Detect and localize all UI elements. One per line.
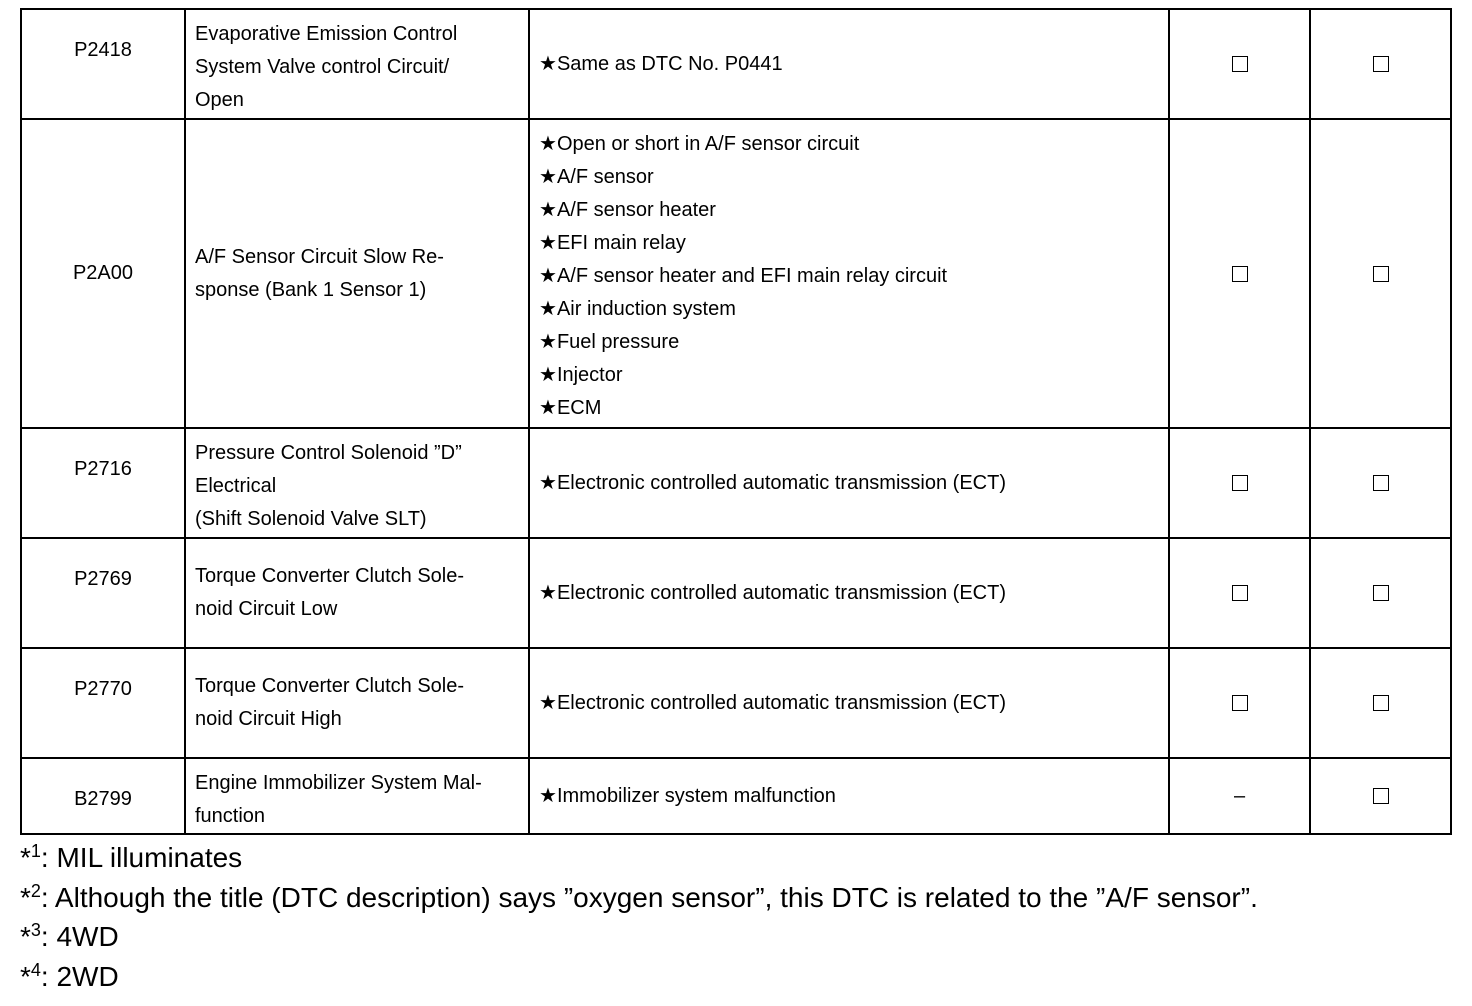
footnote bbox=[20, 917, 1258, 957]
trouble-area-item bbox=[539, 293, 1160, 326]
table-row bbox=[21, 428, 1451, 538]
dtc-code: P2770 bbox=[21, 648, 185, 758]
table-row bbox=[21, 648, 1451, 758]
footnote bbox=[20, 838, 1258, 878]
trouble-area-text: Injector bbox=[556, 364, 623, 386]
footnote bbox=[20, 957, 1258, 997]
description-line: Open bbox=[195, 89, 244, 111]
trouble-area-text: Open or short in A/F sensor circuit bbox=[556, 133, 860, 155]
dtc-code: P2769 bbox=[21, 538, 185, 648]
bullet-star-icon: ★ bbox=[539, 52, 557, 75]
bullet-star-icon: ★ bbox=[539, 471, 557, 494]
trouble-area-item bbox=[539, 128, 1160, 161]
dtc-table bbox=[20, 8, 1452, 835]
memory-cell bbox=[1310, 648, 1451, 758]
description-line: sponse (Bank 1 Sensor 1) bbox=[195, 278, 427, 301]
trouble-area bbox=[529, 119, 1169, 428]
description-line: Evaporative Emission Control bbox=[195, 23, 458, 45]
description-line: Torque Converter Clutch Sole- bbox=[195, 565, 465, 587]
trouble-area-text: Electronic controlled automatic transmission (ECT) bbox=[556, 471, 1006, 494]
trouble-area-item bbox=[539, 194, 1160, 227]
mil-cell bbox=[1169, 9, 1310, 119]
bullet-star-icon: ★ bbox=[539, 298, 557, 320]
description-line: A/F Sensor Circuit Slow Re- bbox=[195, 245, 444, 268]
trouble-area-item bbox=[539, 326, 1160, 359]
trouble-area-text: A/F sensor heater bbox=[556, 199, 716, 221]
footnote-text: : 2WD bbox=[40, 960, 119, 992]
trouble-area-item bbox=[539, 687, 1160, 720]
dtc-description bbox=[185, 119, 529, 428]
description-line: Pressure Control Solenoid ”D” bbox=[195, 442, 462, 464]
trouble-area-text: Immobilizer system malfunction bbox=[556, 784, 836, 807]
dtc-table-body bbox=[21, 9, 1451, 834]
footnote-text: : MIL illuminates bbox=[40, 842, 243, 873]
dtc-description bbox=[185, 648, 529, 758]
table-row bbox=[21, 119, 1451, 428]
trouble-area-item bbox=[539, 467, 1160, 500]
memory-cell bbox=[1310, 428, 1451, 538]
dtc-description bbox=[185, 428, 529, 538]
footnote-mark: * bbox=[20, 921, 31, 952]
table-row bbox=[21, 758, 1451, 834]
checkbox-square-icon bbox=[1232, 56, 1248, 72]
trouble-area-item bbox=[539, 392, 1160, 425]
checkbox-square-icon bbox=[1373, 475, 1389, 491]
memory-cell bbox=[1310, 538, 1451, 648]
checkbox-square-icon bbox=[1232, 475, 1248, 491]
trouble-area-item bbox=[539, 260, 1160, 293]
trouble-area-item bbox=[539, 359, 1160, 392]
bullet-star-icon: ★ bbox=[539, 265, 557, 287]
mil-cell bbox=[1169, 538, 1310, 648]
memory-cell bbox=[1310, 758, 1451, 834]
bullet-star-icon: ★ bbox=[539, 581, 557, 604]
table-row bbox=[21, 538, 1451, 648]
trouble-area bbox=[529, 538, 1169, 648]
trouble-area-item bbox=[539, 577, 1160, 610]
mil-cell bbox=[1169, 428, 1310, 538]
checkbox-square-icon bbox=[1373, 695, 1389, 711]
memory-cell bbox=[1310, 119, 1451, 428]
footnote-number: 2 bbox=[30, 880, 41, 901]
trouble-area-item bbox=[539, 227, 1160, 260]
mil-cell bbox=[1169, 758, 1310, 834]
footnote-number: 3 bbox=[30, 920, 41, 940]
dtc-code: P2716 bbox=[21, 428, 185, 538]
bullet-star-icon: ★ bbox=[539, 232, 557, 254]
trouble-area-text: Same as DTC No. P0441 bbox=[556, 52, 783, 75]
table-row bbox=[21, 9, 1451, 119]
checkbox-square-icon bbox=[1232, 695, 1248, 711]
checkbox-square-icon bbox=[1232, 266, 1248, 282]
trouble-area bbox=[529, 9, 1169, 119]
dtc-description bbox=[185, 758, 529, 834]
footnote-text: : 4WD bbox=[40, 921, 119, 952]
checkbox-square-icon bbox=[1232, 585, 1248, 601]
trouble-area-text: Air induction system bbox=[556, 298, 736, 320]
footnotes bbox=[20, 838, 1258, 996]
bullet-star-icon: ★ bbox=[539, 133, 557, 155]
description-line: noid Circuit Low bbox=[195, 598, 338, 620]
footnote-mark: * bbox=[20, 842, 31, 873]
trouble-area bbox=[529, 648, 1169, 758]
trouble-area-item bbox=[539, 780, 1160, 813]
trouble-area-text: Electronic controlled automatic transmission (ECT) bbox=[556, 691, 1006, 714]
trouble-area-text: A/F sensor heater and EFI main relay circuit bbox=[556, 265, 948, 287]
description-line: Electrical bbox=[195, 475, 277, 497]
mil-cell bbox=[1169, 119, 1310, 428]
footnote-mark: * bbox=[20, 881, 31, 913]
trouble-area-text: ECM bbox=[556, 397, 602, 419]
trouble-area-text: Fuel pressure bbox=[556, 331, 680, 353]
mil-cell bbox=[1169, 648, 1310, 758]
description-line: Torque Converter Clutch Sole- bbox=[195, 675, 465, 697]
footnote-number: 1 bbox=[30, 841, 41, 861]
footnote-number: 4 bbox=[30, 959, 41, 980]
dtc-code: P2418 bbox=[21, 9, 185, 119]
memory-cell bbox=[1310, 9, 1451, 119]
description-line: System Valve control Circuit/ bbox=[195, 56, 450, 78]
checkbox-square-icon bbox=[1373, 56, 1389, 72]
dtc-code: P2A00 bbox=[21, 119, 185, 428]
trouble-area bbox=[529, 428, 1169, 538]
trouble-area-text: Electronic controlled automatic transmission (ECT) bbox=[556, 581, 1006, 604]
bullet-star-icon: ★ bbox=[539, 199, 557, 221]
bullet-star-icon: ★ bbox=[539, 691, 557, 714]
trouble-area-item bbox=[539, 161, 1160, 194]
dtc-description bbox=[185, 538, 529, 648]
trouble-area bbox=[529, 758, 1169, 834]
footnote-text: : Although the title (DTC description) says ”oxygen sensor”, this DTC is related to the ”A/F sensor”. bbox=[40, 881, 1258, 913]
dash-mark: – bbox=[1233, 784, 1246, 807]
trouble-area-item bbox=[539, 48, 1160, 81]
trouble-area-text: EFI main relay bbox=[556, 232, 686, 254]
checkbox-square-icon bbox=[1373, 788, 1389, 804]
bullet-star-icon: ★ bbox=[539, 784, 557, 807]
bullet-star-icon: ★ bbox=[539, 397, 557, 419]
bullet-star-icon: ★ bbox=[539, 331, 557, 353]
bullet-star-icon: ★ bbox=[539, 166, 557, 188]
bullet-star-icon: ★ bbox=[539, 364, 557, 386]
description-line: function bbox=[195, 805, 266, 827]
checkbox-square-icon bbox=[1373, 266, 1389, 282]
description-line: noid Circuit High bbox=[195, 708, 342, 730]
dtc-code: B2799 bbox=[21, 758, 185, 834]
trouble-area-text: A/F sensor bbox=[556, 166, 654, 188]
description-line: Engine Immobilizer System Mal- bbox=[195, 772, 482, 794]
checkbox-square-icon bbox=[1373, 585, 1389, 601]
dtc-description bbox=[185, 9, 529, 119]
footnote bbox=[20, 878, 1258, 918]
description-line: (Shift Solenoid Valve SLT) bbox=[195, 508, 427, 530]
footnote-mark: * bbox=[20, 960, 31, 992]
